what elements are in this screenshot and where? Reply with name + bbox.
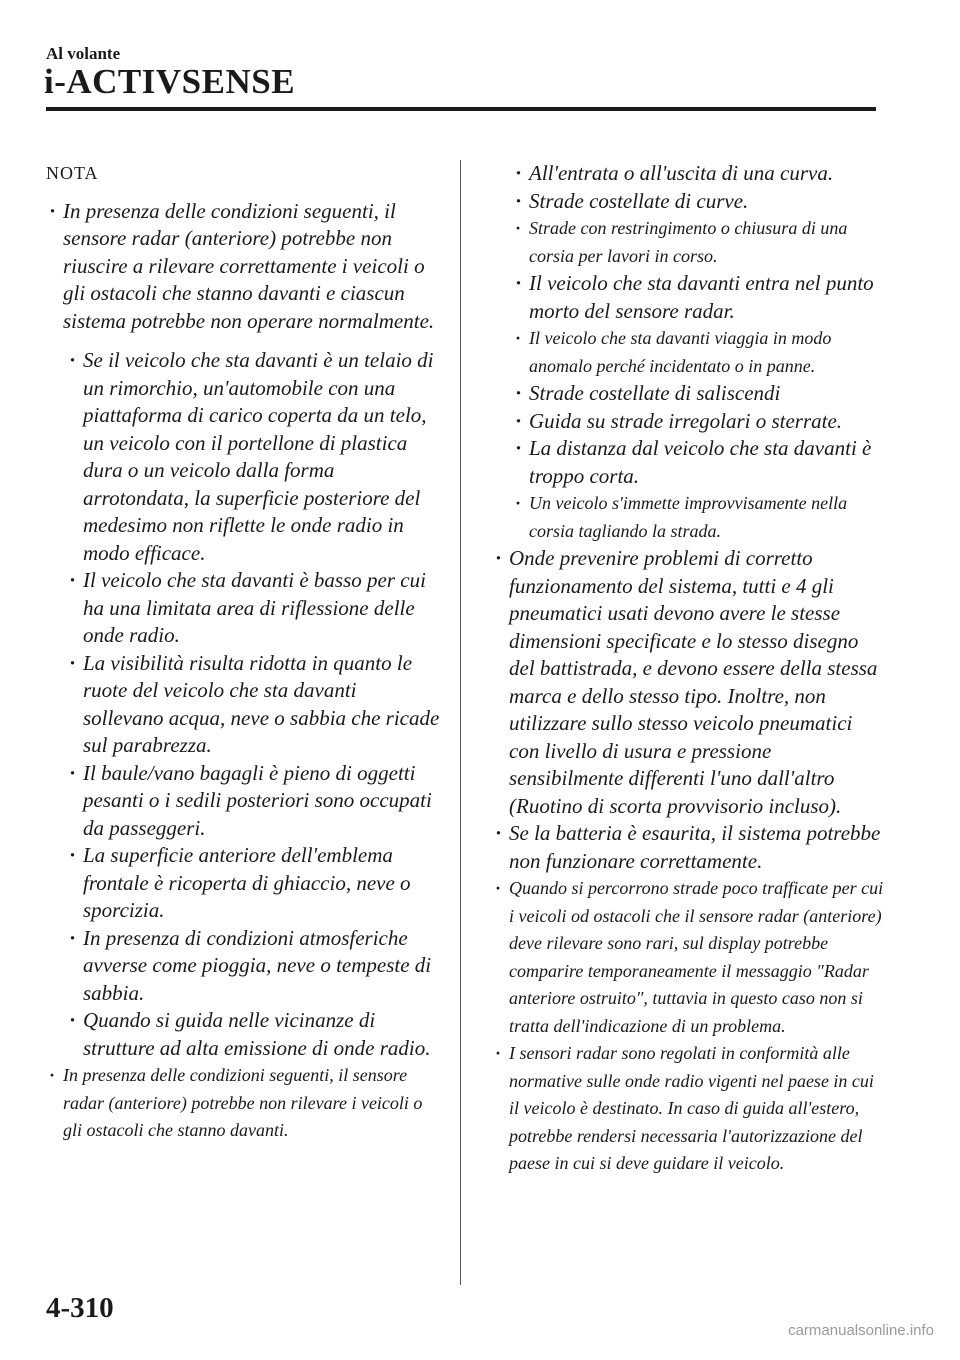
bullet-item: · All'entrata o all'uscita di una curva. [492,160,887,188]
bullet-item: · I sensori radar sono regolati in conformità alle normative sulle onde radio vigenti nel paese in cui il veicolo è destinato. In caso di guida all'estero, potrebbe rendersi necessaria l'autorizzazione del paese in cui si deve guidare il veicolo. [492,1040,887,1178]
bullet-item: · Strade con restringimento o chiusura di una corsia per lavori in corso. [492,215,887,270]
bullet-item: · La superficie anteriore dell'emblema frontale è ricoperta di ghiaccio, neve o sporcizia. [46,842,441,925]
right-column [492,160,887,1178]
bullet-item: · In presenza delle condizioni seguenti, il sensore radar (anteriore) potrebbe non riuscire a rilevare correttamente i veicoli o gli ostacoli che stanno davanti e ciascun sistema potrebbe non operare normalmente. [46,198,441,336]
note-label: NOTA [46,163,99,183]
left-column [46,160,441,1145]
watermark: carmanualsonline.info [788,1322,934,1339]
bullet-item: · Un veicolo s'immette improvvisamente nella corsia tagliando la strada. [492,490,887,545]
page-number: 4-310 [46,1292,114,1324]
page-title: i-ACTIVSENSE [44,62,296,101]
bullet-item: · Il veicolo che sta davanti viaggia in modo anomalo perché incidentato o in panne. [492,325,887,380]
bullet-item: · Onde prevenire problemi di corretto funzionamento del sistema, tutti e 4 gli pneumatici usati devono avere le stesse dimensioni specificate e lo stesso disegno del battistrada, e devono essere della stessa marca e dello stesso tipo. Inoltre, non utilizzare sullo stesso veicolo pneumatici con livello di usura e pressione sensibilmente differenti l'uno dall'altro (Ruotino di scorta provvisorio incluso). [492,545,887,820]
bullet-item: · Il baule/vano bagagli è pieno di oggetti pesanti o i sedili posteriori sono occupati da passeggeri. [46,760,441,843]
bullet-item: · La distanza dal veicolo che sta davanti è troppo corta. [492,435,887,490]
bullet-item: · Guida su strade irregolari o sterrate. [492,408,887,436]
bullet-item: · Il veicolo che sta davanti è basso per cui ha una limitata area di riflessione delle onde radio. [46,567,441,650]
bullet-item: · Quando si percorrono strade poco trafficate per cui i veicoli od ostacoli che il sensore radar (anteriore) deve rilevare sono rari, sul display potrebbe comparire temporaneamente il messaggio "Radar anteriore ostruito", tuttavia in questo caso non si tratta dell'indicazione di un problema. [492,875,887,1040]
bullet-item: · Il veicolo che sta davanti entra nel punto morto del sensore radar. [492,270,887,325]
bullet-item: · Se la batteria è esaurita, il sistema potrebbe non funzionare correttamente. [492,820,887,875]
header-divider [46,107,876,111]
bullet-item: · La visibilità risulta ridotta in quanto le ruote del veicolo che sta davanti sollevano acqua, neve o sabbia che ricade sul parabrezza. [46,650,441,760]
bullet-item: · In presenza di condizioni atmosferiche avverse come pioggia, neve o tempeste di sabbia. [46,925,441,1008]
section-label: Al volante [46,44,121,63]
right-bullet-list [492,160,887,1178]
column-divider [460,160,461,1285]
bullet-item: · Strade costellate di saliscendi [492,380,887,408]
bullet-item: · Se il veicolo che sta davanti è un telaio di un rimorchio, un'automobile con una piattaforma di carico coperta da un telo, un veicolo con il portellone di plastica dura o un veicolo dalla forma arrotondata, la superficie posteriore del medesimo non riflette le onde radio in modo efficace. [46,347,441,567]
bullet-item: · In presenza delle condizioni seguenti, il sensore radar (anteriore) potrebbe non rilevare i veicoli o gli ostacoli che stanno davanti. [46,1062,441,1145]
bullet-item: · Strade costellate di curve. [492,188,887,216]
left-bullet-list [46,198,441,1145]
bullet-item: · Quando si guida nelle vicinanze di strutture ad alta emissione di onde radio. [46,1007,441,1062]
